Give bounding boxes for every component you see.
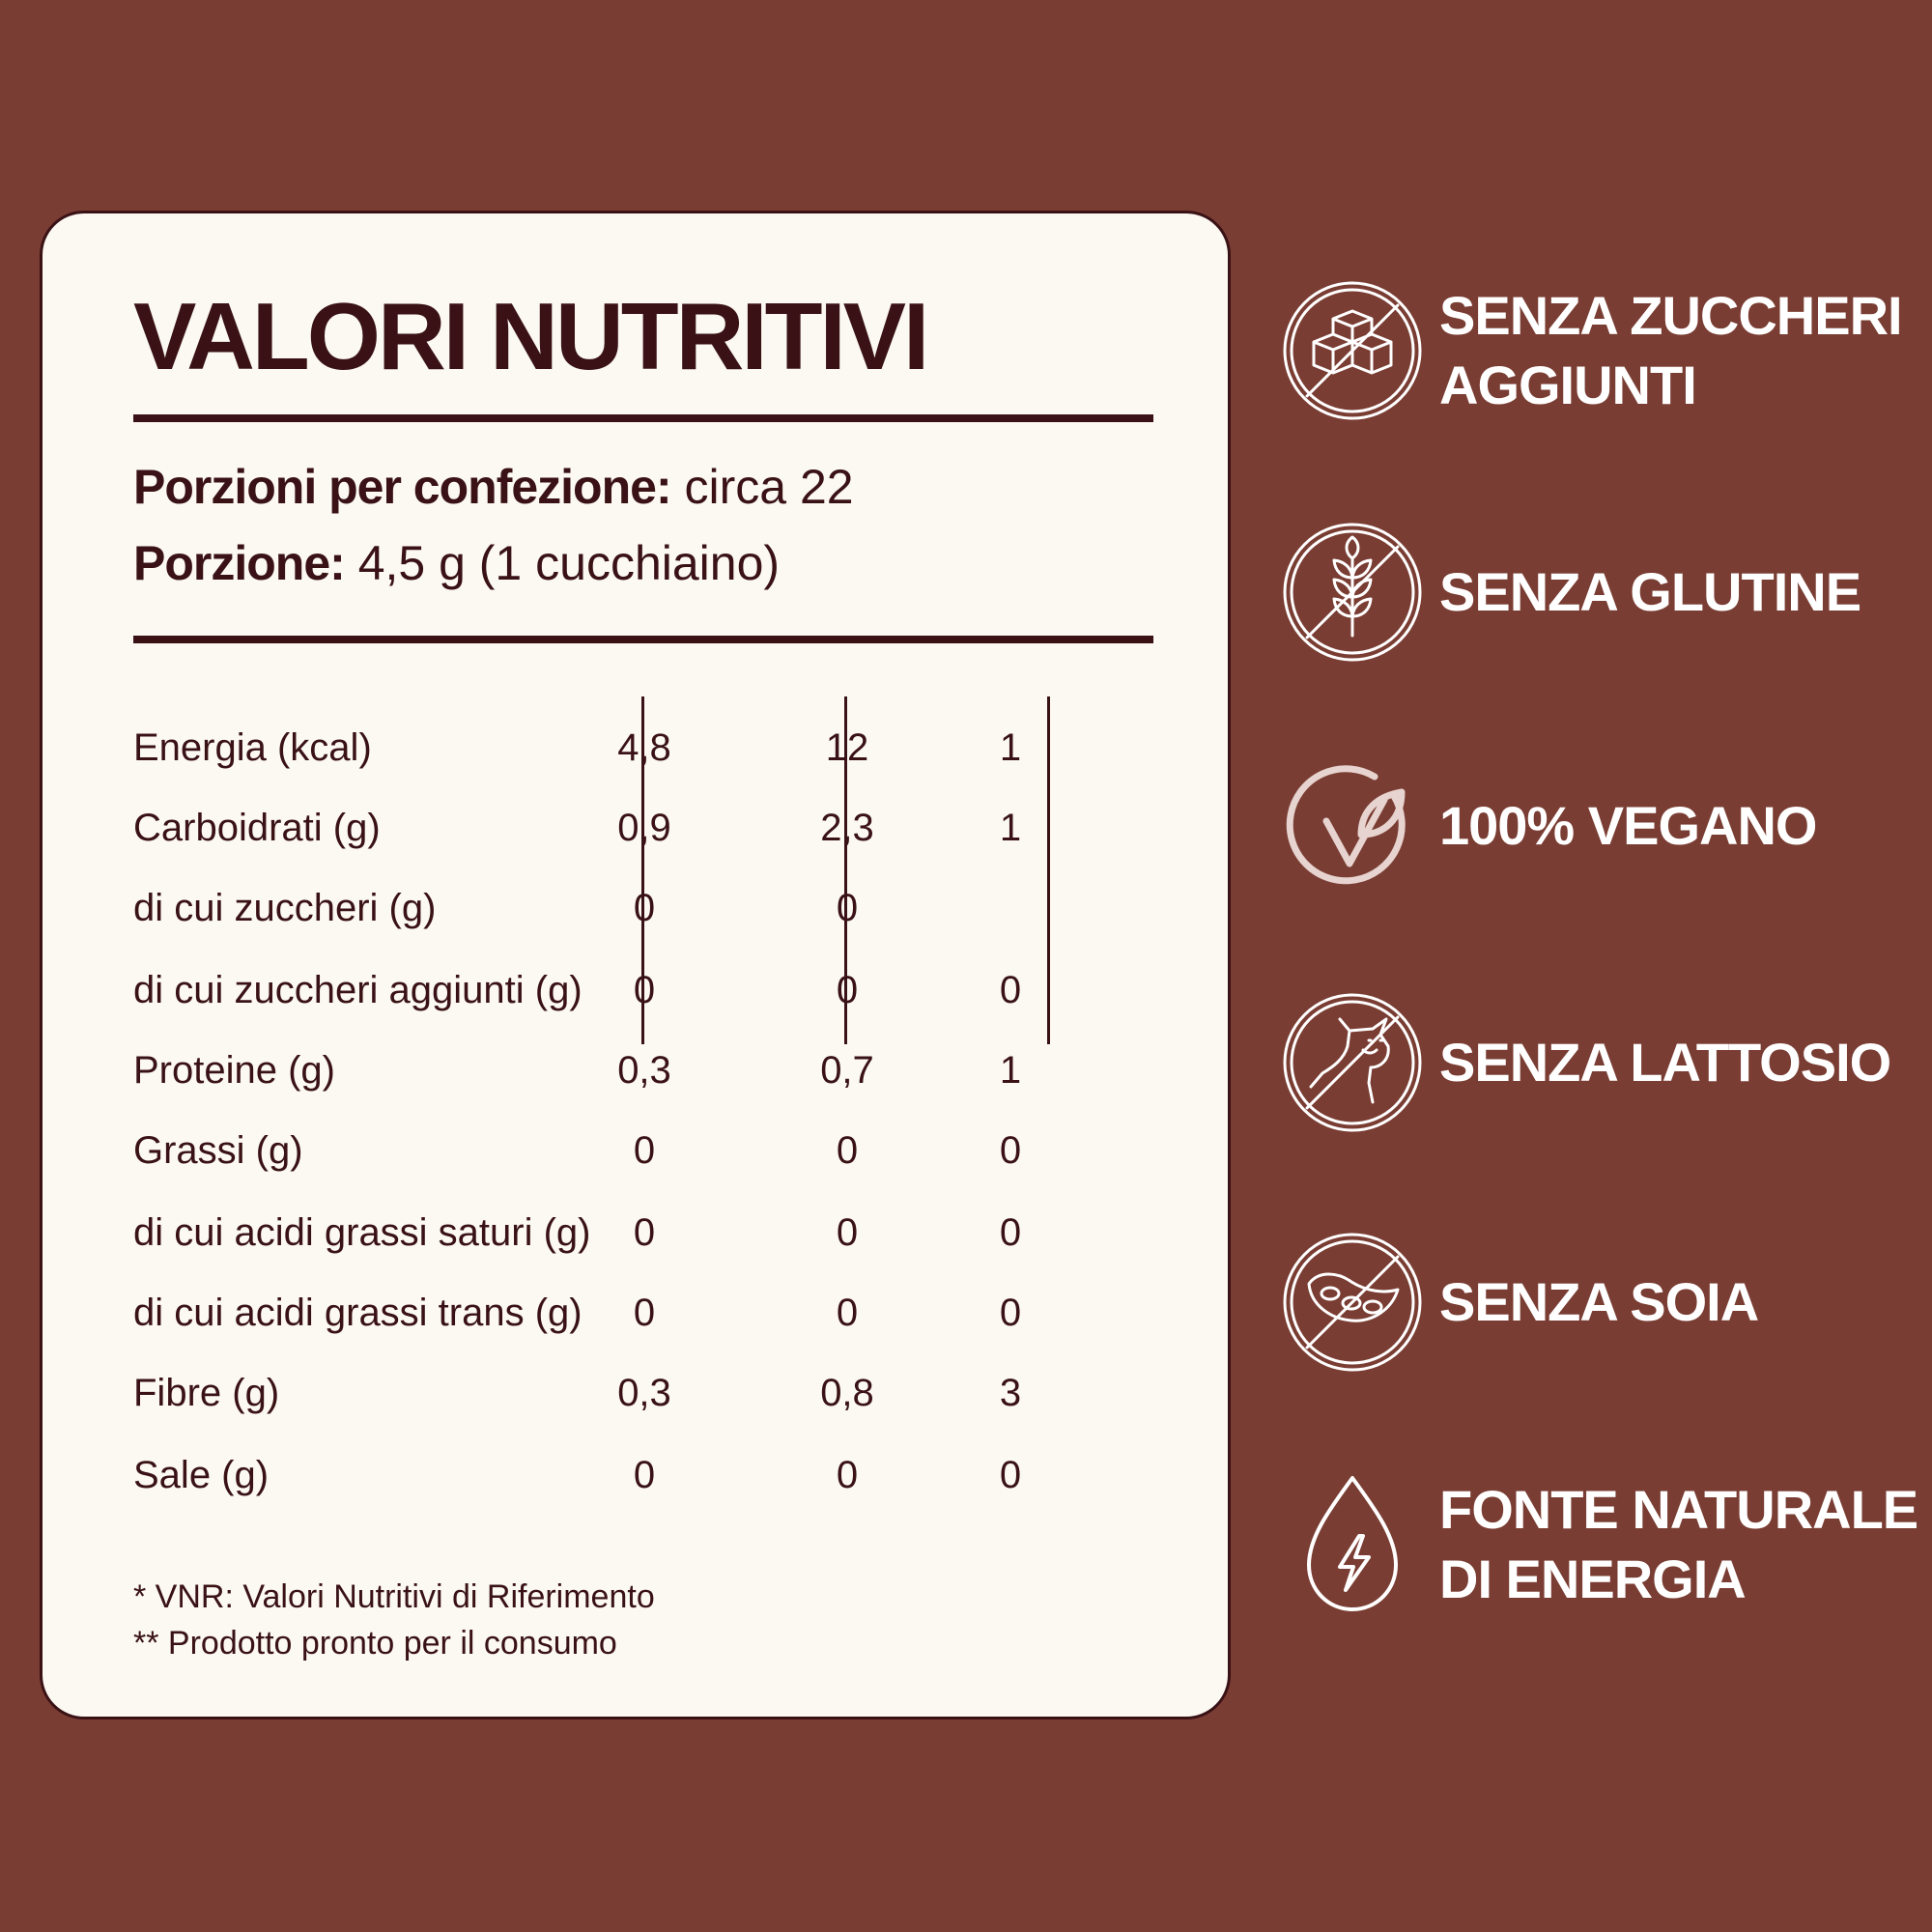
value-col-1: 0,9: [617, 807, 671, 849]
footnote-ready: ** Prodotto pronto per il consumo: [133, 1625, 617, 1662]
value-col-3: 0: [999, 1454, 1022, 1496]
badge-vegan: [1280, 753, 1918, 908]
nutrition-title: VALORI NUTRITIVI: [133, 283, 927, 389]
value-col-1: 0: [633, 1292, 656, 1334]
wheat-crossed-icon: [1280, 520, 1425, 665]
value-col-3: 0: [999, 1292, 1022, 1334]
badge-line-1: SENZA ZUCCHERI: [1439, 285, 1902, 346]
badge-line-1: SENZA GLUTINE: [1439, 561, 1861, 622]
table-row: [43, 714, 1228, 781]
value-col-3: 1: [999, 726, 1022, 769]
value-col-2: 0,8: [820, 1372, 874, 1414]
nutrient-name: Carboidrati (g): [133, 807, 381, 849]
value-col-1: 0: [633, 969, 656, 1011]
badge-line-1: SENZA LATTOSIO: [1439, 1032, 1891, 1093]
servings-label: Porzioni per confezione:: [133, 460, 671, 514]
vegan-leaf-icon: [1280, 753, 1425, 898]
value-col-1: 4,8: [617, 726, 671, 769]
badge-line-1: FONTE NATURALE: [1439, 1479, 1918, 1540]
badge-line-1: SENZA SOIA: [1439, 1271, 1759, 1332]
value-col-2: 0: [836, 969, 859, 1011]
value-col-3: 0: [999, 1129, 1022, 1172]
nutrient-name: Proteine (g): [133, 1049, 335, 1092]
value-col-1: 0,3: [617, 1372, 671, 1414]
value-col-2: 0: [836, 1211, 859, 1254]
nutrient-name: Sale (g): [133, 1454, 270, 1496]
nutrient-name: di cui acidi grassi saturi (g): [133, 1211, 591, 1254]
value-col-2: 0: [836, 1292, 859, 1334]
portion-line: [133, 536, 781, 590]
table-row: [43, 956, 1228, 1024]
nutrition-card: [40, 211, 1231, 1719]
value-col-2: 0: [836, 1454, 859, 1496]
badge-natural-energy: [1280, 1472, 1918, 1627]
table-row: [43, 1359, 1228, 1427]
footnote-vnr: * VNR: Valori Nutritivi di Riferimento: [133, 1578, 655, 1615]
value-col-2: 0: [836, 1129, 859, 1172]
servings-line: [133, 460, 854, 514]
nutrient-name: di cui acidi grassi trans (g): [133, 1292, 582, 1334]
cow-crossed-icon: [1280, 990, 1425, 1135]
servings-value: circa 22: [670, 460, 854, 514]
value-col-1: 0: [633, 1129, 656, 1172]
nutrient-name: Grassi (g): [133, 1129, 303, 1172]
table-row: [43, 1117, 1228, 1184]
table-row: [43, 1199, 1228, 1266]
value-col-3: 0: [999, 969, 1022, 1011]
value-col-3: 3: [999, 1372, 1022, 1414]
portion-label: Porzione:: [133, 536, 345, 590]
value-col-1: 0,3: [617, 1049, 671, 1092]
value-col-2: 2,3: [820, 807, 874, 849]
value-col-1: 0: [633, 1211, 656, 1254]
badge-line-2: DI ENERGIA: [1439, 1548, 1746, 1609]
value-col-2: 0: [836, 887, 859, 929]
table-row: [43, 1037, 1228, 1104]
nutrient-name: Energia (kcal): [133, 726, 372, 769]
value-col-3: 0: [999, 1211, 1022, 1254]
soybean-crossed-icon: [1280, 1230, 1425, 1375]
nutrient-name: Fibre (g): [133, 1372, 280, 1414]
badge-line-2: AGGIUNTI: [1439, 355, 1696, 415]
value-col-3: 1: [999, 1049, 1022, 1092]
title-divider: [133, 414, 1153, 422]
badge-gluten-free: [1280, 520, 1918, 674]
sugar-cube-crossed-icon: [1280, 278, 1425, 423]
energy-drop-icon: [1280, 1472, 1425, 1617]
table-row: [43, 1441, 1228, 1509]
badge-lactose-free: [1280, 990, 1918, 1145]
portion-value: 4,5 g (1 cucchiaino): [344, 536, 781, 590]
table-row: [43, 874, 1228, 942]
nutrient-name: di cui zuccheri (g): [133, 887, 437, 929]
value-col-3: 1: [999, 807, 1022, 849]
nutrient-name: di cui zuccheri aggiunti (g): [133, 969, 582, 1011]
value-col-1: 0: [633, 1454, 656, 1496]
value-col-2: 0,7: [820, 1049, 874, 1092]
table-row: [43, 1279, 1228, 1347]
badge-soy-free: [1280, 1230, 1918, 1384]
badge-no-added-sugar: [1280, 278, 1918, 433]
value-col-2: 12: [825, 726, 869, 769]
table-row: [43, 794, 1228, 862]
info-divider: [133, 636, 1153, 643]
value-col-1: 0: [633, 887, 656, 929]
badge-line-1: 100% VEGANO: [1439, 795, 1817, 856]
